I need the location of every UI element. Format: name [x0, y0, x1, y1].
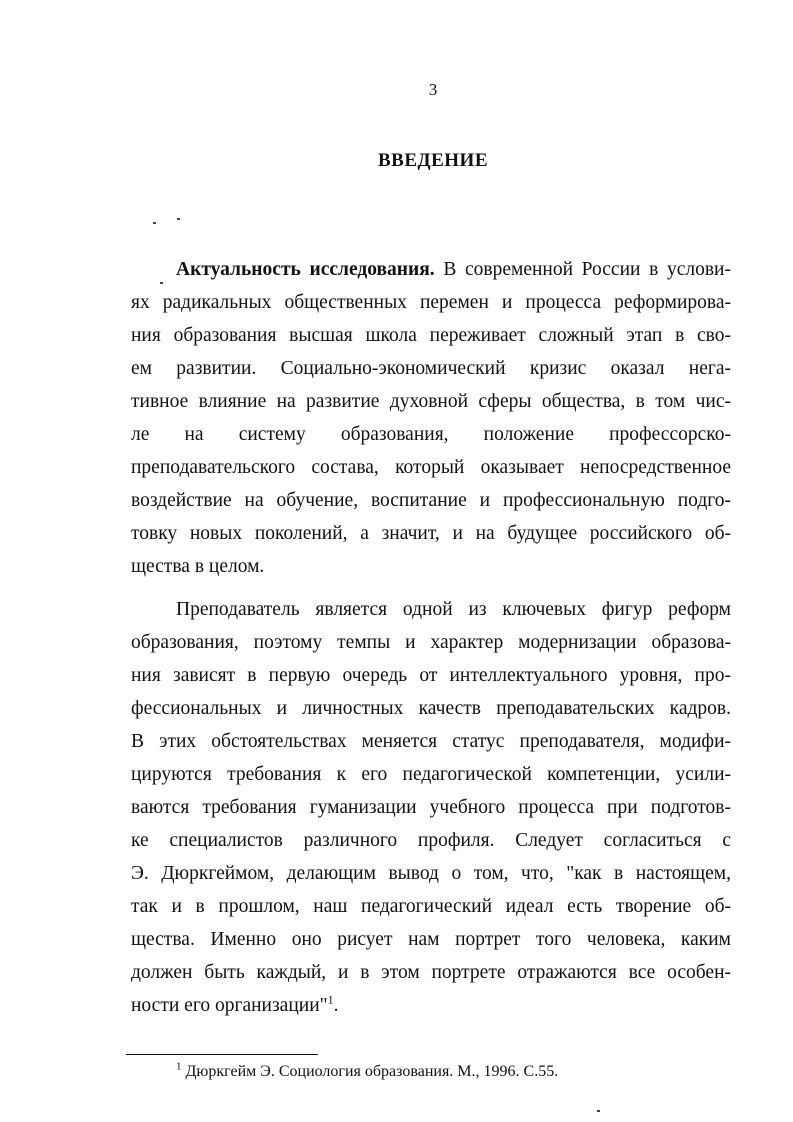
paragraph-1-line-text: В современной России в услови-	[434, 259, 731, 280]
paragraph-1-line: преподавательского состава, который оказывает непосредственное	[131, 457, 731, 478]
paragraph-1-line: ях радикальных общественных перемен и процесса реформирова-	[131, 292, 731, 313]
footnote-divider	[126, 1054, 318, 1055]
paragraph-2-line: ке специалистов различного профиля. Следует согласиться с	[131, 830, 731, 851]
paragraph-2-line-text: ности его организации"	[131, 995, 328, 1016]
paragraph-2-line: ваются требования гуманизации учебного процесса при подготов-	[131, 797, 731, 818]
paragraph-2-line: цируются требования к его педагогической компетенции, усили-	[131, 764, 731, 785]
paragraph-2-line	[131, 994, 731, 1018]
paragraph-2-line: В этих обстоятельствах меняется статус преподавателя, модифи-	[131, 731, 731, 752]
paragraph-1-line: товку новых поколений, а значит, и на будущее российского об-	[131, 523, 731, 544]
paragraph-1-lead: Актуальность исследования.	[176, 259, 435, 280]
page-title: ВВЕДЕНИЕ	[378, 150, 488, 171]
paragraph-1-line: ния образования высшая школа переживает сложный этап в сво-	[131, 325, 731, 346]
paragraph-2-line: Преподаватель является одной из ключевых фигур реформ	[176, 599, 731, 620]
paragraph-1-line: тивное влияние на развитие духовной сферы общества, в том чис-	[131, 391, 731, 412]
paragraph-2-line: фессиональных и личностных качеств преподавательских кадров.	[131, 698, 731, 719]
paragraph-1-line: воздействие на обучение, воспитание и профессиональную подго-	[131, 490, 731, 511]
paragraph-2-line: ния зависят в первую очередь от интеллектуального уровня, про-	[131, 665, 731, 686]
footnote-reference[interactable]: 1	[327, 992, 334, 1007]
paragraph-2-line: должен быть каждый, и в этом портрете отражаются все особен-	[131, 962, 731, 983]
footnote	[176, 1060, 559, 1081]
paragraph-1-line: ем развитии. Социально-экономический кризис оказал нега-	[131, 358, 731, 379]
scan-speck	[597, 1110, 600, 1112]
footnote-text: Дюркгейм Э. Социология образования. М., 1996. С.55.	[181, 1063, 559, 1080]
paragraph-2-line: Э. Дюркгеймом, делающим вывод о том, что, "как в настоящем,	[131, 863, 731, 884]
paragraph-2-line: так и в прошлом, наш педагогический идеал есть творение об-	[131, 896, 731, 917]
scan-speck	[160, 282, 163, 284]
paragraph-1-line: щества в целом.	[131, 556, 265, 577]
page-number: 3	[428, 80, 438, 99]
scan-speck	[177, 218, 180, 220]
paragraph-2-line: образования, поэтому темпы и характер модернизации образова-	[131, 632, 731, 653]
footnote-mark: 1	[176, 1060, 182, 1073]
paragraph-1-line: ле на систему образования, положение профессорско-	[131, 424, 731, 445]
paragraph-1-line	[176, 258, 731, 282]
scan-speck	[153, 222, 156, 224]
paragraph-2-end: .	[333, 995, 339, 1016]
paragraph-2-line: щества. Именно оно рисует нам портрет того человека, каким	[131, 929, 731, 950]
